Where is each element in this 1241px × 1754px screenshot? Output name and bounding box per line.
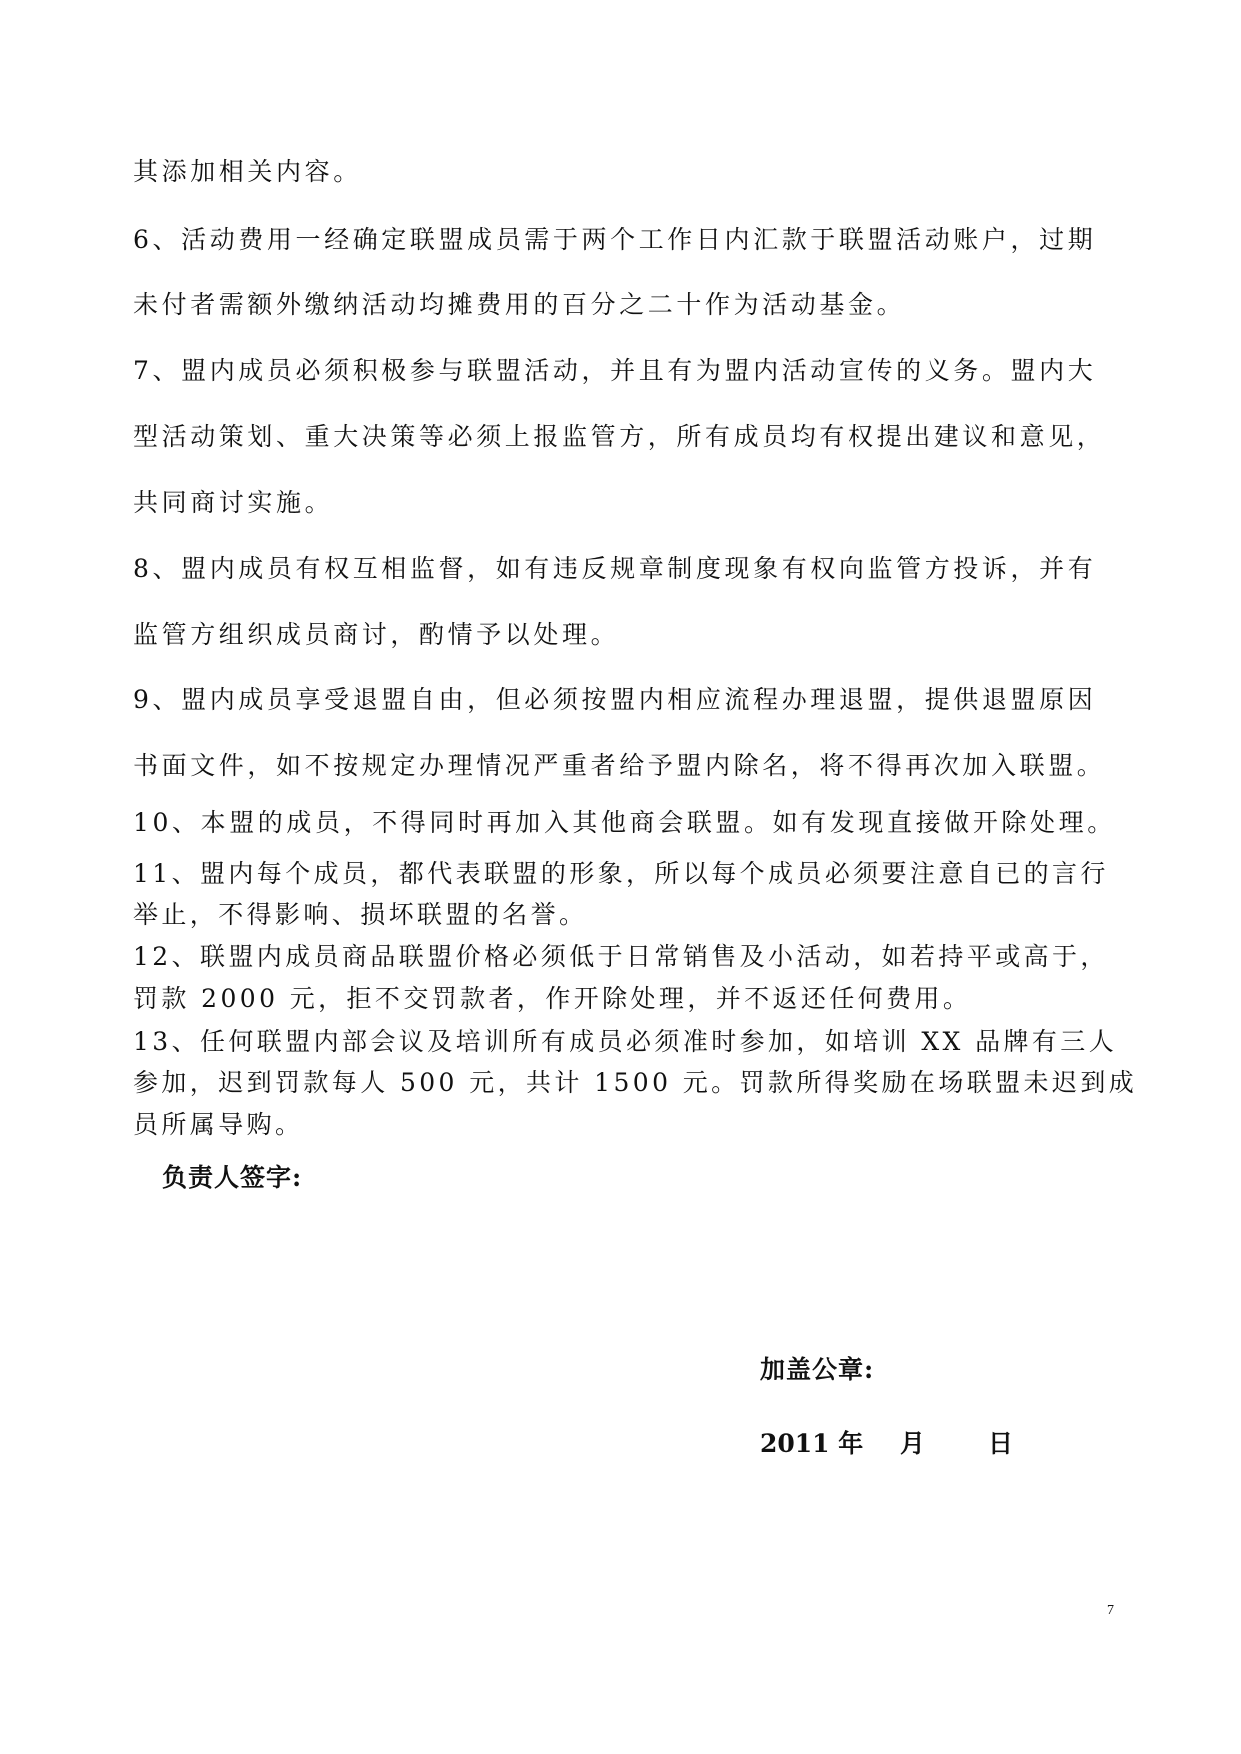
body-line: 6、活动费用一经确定联盟成员需于两个工作日内汇款于联盟活动账户，过期 [133, 225, 1097, 254]
date-month: 月 [900, 1429, 926, 1458]
body-line: 共同商讨实施。 [133, 488, 334, 517]
page-number: 7 [1107, 1603, 1114, 1618]
body-line: 未付者需额外缴纳活动均摊费用的百分之二十作为活动基金。 [133, 290, 906, 319]
body-line: 书面文件，如不按规定办理情况严重者给予盟内除名，将不得再次加入联盟。 [133, 751, 1106, 780]
date-day: 日 [988, 1429, 1014, 1458]
body-line: 举止，不得影响、损坏联盟的名誉。 [133, 900, 588, 929]
body-line: 9、盟内成员享受退盟自由，但必须按盟内相应流程办理退盟，提供退盟原因 [133, 685, 1097, 714]
body-line: 参加，迟到罚款每人 500 元，共计 1500 元。罚款所得奖励在场联盟未迟到成 [133, 1068, 1138, 1097]
signature-label: 负责人签字: [162, 1163, 303, 1192]
body-line: 其添加相关内容。 [133, 157, 362, 186]
date-year: 2011 年 [760, 1429, 864, 1458]
body-line: 7、盟内成员必须积极参与联盟活动，并且有为盟内活动宣传的义务。盟内大 [133, 356, 1097, 385]
body-line: 12、联盟内成员商品联盟价格必须低于日常销售及小活动，如若持平或高于， [133, 942, 1109, 971]
body-line: 8、盟内成员有权互相监督，如有违反规章制度现象有权向监管方投诉，并有 [133, 554, 1097, 583]
body-line: 罚款 2000 元，拒不交罚款者，作开除处理，并不返还任何费用。 [133, 984, 972, 1013]
body-line: 员所属导购。 [133, 1110, 304, 1139]
body-line: 型活动策划、重大决策等必须上报监管方，所有成员均有权提出建议和意见， [133, 422, 1106, 451]
seal-label: 加盖公章: [760, 1355, 875, 1384]
body-line: 10、本盟的成员，不得同时再加入其他商会联盟。如有发现直接做开除处理。 [133, 808, 1116, 837]
body-line: 监管方组织成员商讨，酌情予以处理。 [133, 620, 620, 649]
body-line: 11、盟内每个成员，都代表联盟的形象，所以每个成员必须要注意自已的言行 [133, 859, 1109, 888]
body-line: 13、任何联盟内部会议及培训所有成员必须准时参加，如培训 XX 品牌有三人 [133, 1027, 1118, 1056]
